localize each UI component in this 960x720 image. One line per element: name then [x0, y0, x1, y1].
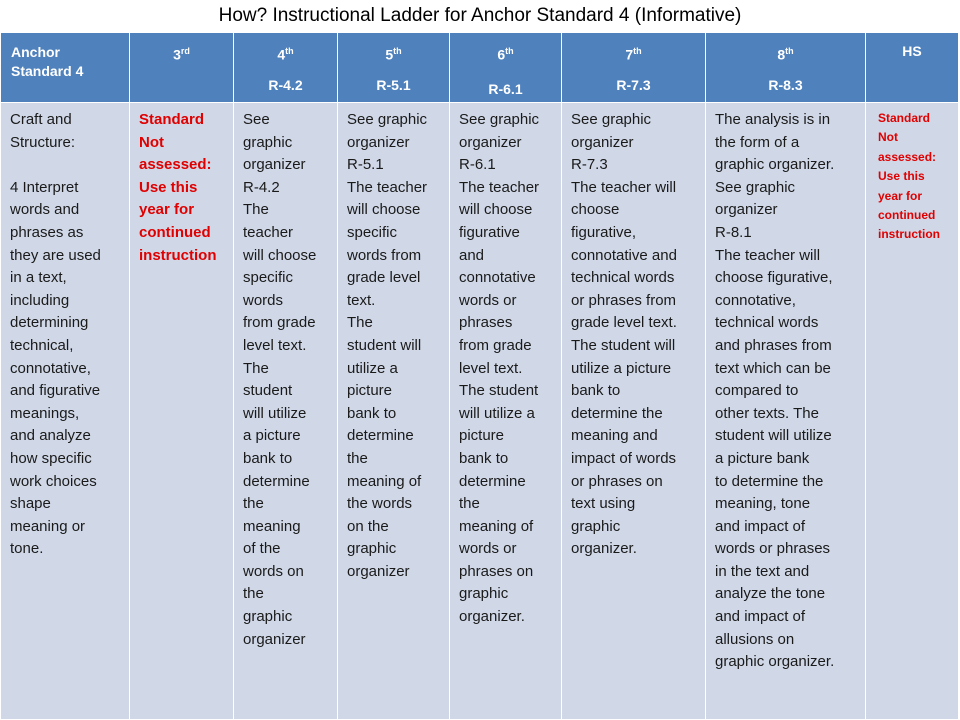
- grade-3-text: Standard Not assessed: Use this year for continued instruction: [130, 103, 234, 720]
- grade-4-text: See graphic organizer R-4.2 The teacher will choose specific words from grade level text. The student will utilize a picture bank to determine the meaning of the words on the graphic organizer: [234, 103, 338, 720]
- grade-label: 7: [625, 46, 634, 63]
- header-anchor-standard: [1, 33, 130, 103]
- page-title: How? Instructional Ladder for Anchor Standard 4 (Informative): [218, 5, 742, 26]
- grade-label: 3: [173, 46, 181, 63]
- grade-suffix: th: [285, 46, 294, 56]
- header-grade-7: [562, 33, 706, 103]
- instructional-ladder-table: [0, 32, 959, 720]
- grade-8-text: The analysis is in the form of a graphic organizer. See graphic organizer R-8.1 The teacher will choose figurative, connotative, technical words and phrases from text which can be compared to other texts. The student will utilize a picture bank to determine the meaning, tone and impact of words or phrases in the text and analyze the tone and impact of allusions on graphic organizer.: [706, 103, 866, 720]
- header-grade-6: [450, 33, 562, 103]
- header-grade-5: [338, 33, 450, 103]
- standard-code: R-8.3: [768, 76, 803, 93]
- grade-label: 5: [385, 46, 394, 63]
- hs-text: Standard Not assessed: Use this year for continued instruction: [866, 103, 959, 720]
- grade-label: HS: [902, 43, 922, 59]
- grade-label: 8: [777, 46, 786, 63]
- grade-suffix: rd: [180, 46, 190, 56]
- grade-suffix: th: [505, 46, 514, 56]
- header-grade-hs: [866, 33, 959, 103]
- grade-label: 4: [277, 46, 286, 63]
- anchor-standard-text: Craft and Structure: 4 Interpret words and phrases as they are used in a text, including determining technical, connotative, and figurative meanings, and analyze how specific work choices shape meaning or tone.: [1, 103, 130, 720]
- grade-6-text: See graphic organizer R-6.1 The teacher will choose figurative and connotative words or phrases from grade level text. The student will utilize a picture bank to determine the meaning of words or phrases on graphic organizer.: [450, 103, 562, 720]
- grade-5-text: See graphic organizer R-5.1 The teacher will choose specific words from grade level text. The student will utilize a picture bank to determine the meaning of the words on the graphic organizer: [338, 103, 450, 720]
- standard-code: R-7.3: [616, 76, 651, 93]
- grade-7-text: See graphic organizer R-7.3 The teacher will choose figurative, connotative and technical words or phrases from grade level text. The student will utilize a picture bank to determine the meaning and impact of words or phrases on text using graphic organizer.: [562, 103, 706, 720]
- content-row: [1, 103, 959, 720]
- header-row: [1, 33, 959, 103]
- standard-code: R-4.2: [268, 76, 303, 93]
- grade-suffix: th: [785, 46, 794, 56]
- standard-code: R-5.1: [376, 76, 411, 93]
- standard-code: R-6.1: [488, 80, 523, 97]
- header-grade-3: [130, 33, 234, 103]
- header-anchor-label: Anchor Standard 4: [11, 44, 84, 79]
- grade-suffix: th: [633, 46, 642, 56]
- grade-label: 6: [497, 46, 506, 63]
- header-grade-8: [706, 33, 866, 103]
- grade-suffix: th: [393, 46, 402, 56]
- header-grade-4: [234, 33, 338, 103]
